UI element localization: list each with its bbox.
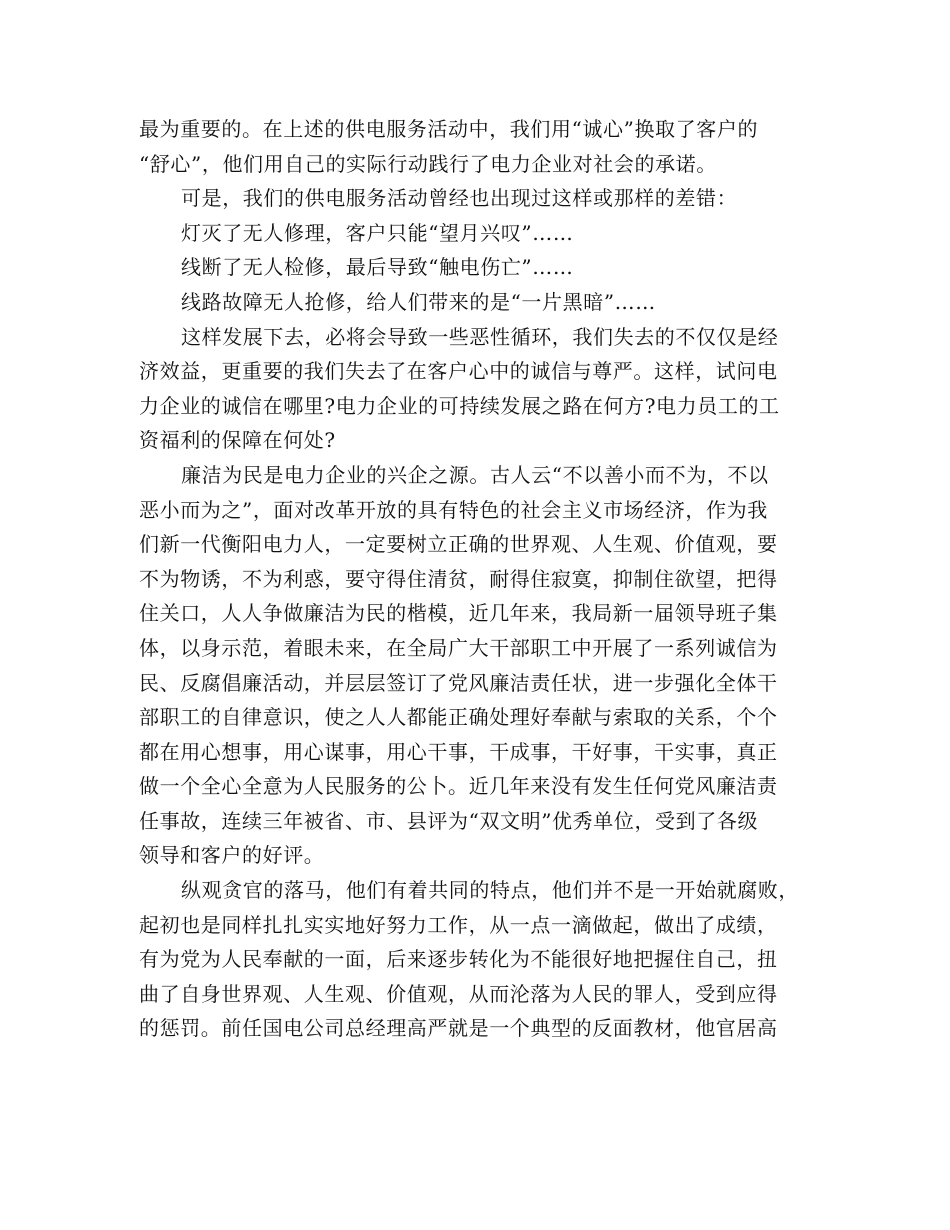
- text-line: 灯灭了无人修理，客户只能“望月兴叹”……: [181, 220, 574, 245]
- text-line: 有为党为人民奉献的一面，后来逐步转化为不能很好地把握住自己，扭: [139, 947, 778, 972]
- text-line: 的惩罚。前任国电公司总经理高严就是一个典型的反面教材，他官居高: [139, 1016, 778, 1041]
- text-line: 济效益，更重要的我们失去了在客户心中的诚信与尊严。这样，试问电: [139, 359, 778, 384]
- text-line: 任事故，连续三年被省、市、县评为“双文明”优秀单位，受到了各级: [139, 808, 759, 833]
- text-line: 最为重要的。在上述的供电服务活动中，我们用“诚心”换取了客户的: [139, 117, 759, 141]
- text-line: 起初也是同样扎扎实实地好努力工作，从一点一滴做起，做出了成绩，: [139, 912, 778, 937]
- text-line: 领导和客户的好评。: [139, 843, 325, 868]
- text-line: 做一个全心全意为人民服务的公卜。近几年来没有发生任何党风廉洁责: [139, 774, 778, 799]
- text-line: 线路故障无人抢修，给人们带来的是“一片黑暗”……: [181, 289, 656, 314]
- text-line: 不为物诱，不为利惑，要守得住清贫，耐得住寂寞，抑制住欲望，把得: [139, 566, 778, 591]
- document-body: [139, 112, 819, 1046]
- text-line: 恶小而为之”，面对改革开放的具有特色的社会主义市场经济，作为我: [139, 497, 768, 522]
- text-line: 力企业的诚信在哪里?电力企业的可持续发展之路在何方?电力员工的工: [139, 393, 780, 418]
- text-line: 部职工的自律意识，使之人人都能正确处理好奉献与索取的关系，个个: [139, 705, 778, 730]
- text-line: 线断了无人检修，最后导致“触电伤亡”……: [181, 255, 574, 280]
- text-line: 曲了自身世界观、人生观、价值观，从而沦落为人民的罪人，受到应得: [139, 981, 778, 1006]
- text-line: 纵观贪官的落马，他们有着共同的特点，他们并不是一开始就腐败，: [181, 878, 799, 903]
- text-line: 资福利的保障在何处?: [139, 428, 336, 453]
- text-line: 这样发展下去，必将会导致一些恶性循环，我们失去的不仅仅是经: [181, 324, 779, 349]
- text-line: 民、反腐倡廉活动，并层层签订了党风廉洁责任状，进一步强化全体干: [139, 670, 778, 695]
- text-line: “舒心”，他们用自己的实际行动践行了电力企业对社会的承诺。: [139, 151, 717, 176]
- text-line: 住关口，人人争做廉洁为民的楷模，近几年来，我局新一届领导班子集: [139, 601, 778, 626]
- text-line: 可是，我们的供电服务活动曾经也出现过这样或那样的差错：: [181, 186, 738, 211]
- text-line: 廉洁为民是电力企业的兴企之源。古人云“不以善小而不为，不以: [181, 462, 769, 487]
- text-line: 体，以身示范，着眼未来，在全局广大干部职工中开展了一系列诚信为: [139, 635, 778, 660]
- text-line: 们新一代衡阳电力人，一定要树立正确的世界观、人生观、价值观，要: [139, 532, 778, 557]
- text-line: 都在用心想事，用心谋事，用心干事，干成事，干好事，干实事，真正: [139, 739, 778, 764]
